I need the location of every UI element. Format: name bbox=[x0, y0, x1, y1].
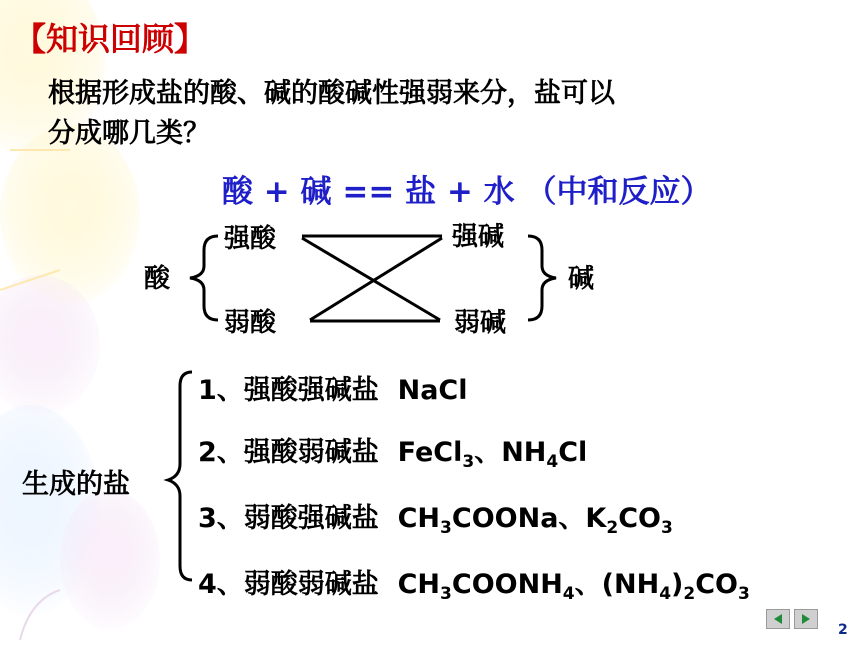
salt-item-4: 4、弱酸弱碱盐 $CH_3COONH_4$、$(NH_4)_2CO_3$ bbox=[198, 569, 750, 604]
section-title: 【知识回顾】 bbox=[14, 20, 207, 58]
line-strong-acid-weak-base bbox=[302, 238, 440, 320]
salts-brace bbox=[168, 372, 192, 580]
label-strong-base: 强碱 bbox=[452, 222, 505, 252]
salts-label: 生成的盐 bbox=[22, 469, 130, 500]
acid-brace bbox=[190, 236, 218, 320]
triangle-left-icon bbox=[772, 613, 784, 625]
label-base: 碱 bbox=[568, 264, 595, 294]
label-strong-acid: 强酸 bbox=[224, 224, 277, 254]
triangle-right-icon bbox=[800, 613, 812, 625]
label-weak-base: 弱碱 bbox=[454, 308, 507, 338]
salt-item-2: 2、强酸弱碱盐 FeCl$_3$、$NH_4Cl$ bbox=[198, 437, 588, 472]
question-line-2: 分成哪几类？ bbox=[48, 118, 210, 149]
question-text bbox=[48, 74, 615, 154]
label-acid: 酸 bbox=[144, 264, 171, 294]
next-slide-button[interactable] bbox=[794, 609, 818, 629]
question-line-1: 根据形成盐的酸、碱的酸碱性强弱来分，盐可以 bbox=[48, 78, 615, 109]
label-weak-acid: 弱酸 bbox=[224, 308, 277, 338]
previous-slide-button[interactable] bbox=[766, 609, 790, 629]
salt-item-1: 1、强酸强碱盐 NaCl bbox=[198, 375, 468, 406]
neutralization-equation: 酸 + 碱 == 盐 + 水 （中和反应） bbox=[222, 174, 712, 210]
page-number: 2 bbox=[838, 622, 848, 638]
base-brace bbox=[528, 236, 556, 320]
salt-item-3: 3、弱酸强碱盐 $CH_3COONa$、$K_2CO_3$ bbox=[198, 503, 673, 538]
